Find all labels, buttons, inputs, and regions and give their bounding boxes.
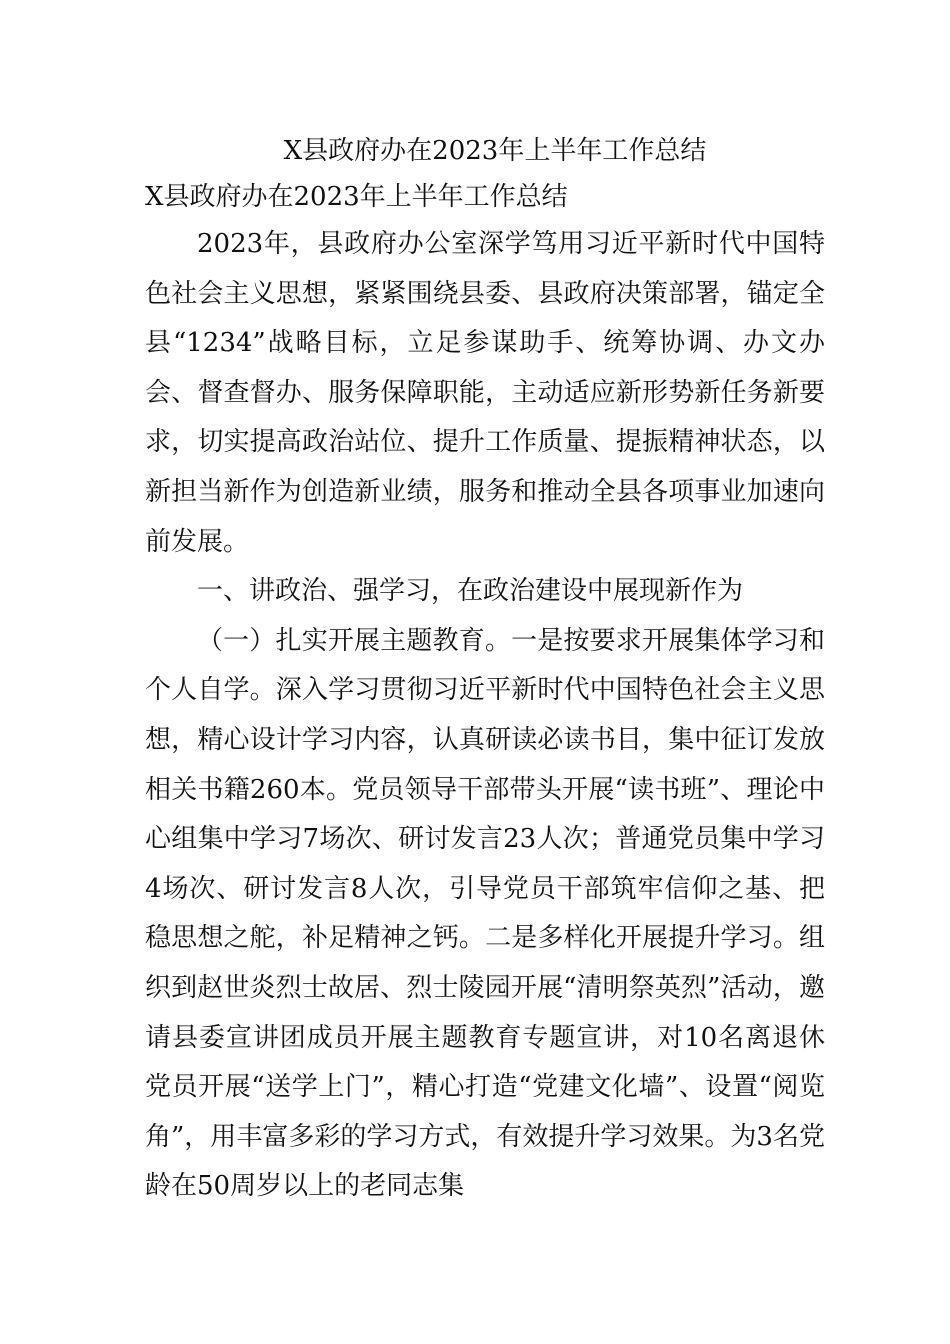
- document-subtitle: X县政府办在2023年上半年工作总结: [145, 182, 568, 212]
- section-heading-1: 一、讲政治、强学习，在政治建设中展现新作为: [197, 576, 744, 607]
- paragraph-intro: 2023年，县政府办公室深学笃用习近平新时代中国特色社会主义思想，紧紧围绕县委、县政府决策部署，锚定全县“1234”战略目标，立足参谋助手、统筹协调、办文办会、督查督办、服务保障职能，主动适应新形势新任务新要求，切实提高政治站位、提升工作质量、提振精神状态，以新担当新作为创造新业绩，服务和推动全县各项事业加速向前发展。: [145, 229, 825, 557]
- document-page: [145, 128, 825, 1212]
- paragraph-theme-education: （一）扎实开展主题教育。一是按要求开展集体学习和个人自学。深入学习贯彻习近平新时代中国特色社会主义思想，精心设计学习内容，认真研读必读书目，集中征订发放相关书籍260本。党员领导干部带头开展“读书班”、理论中心组集中学习7场次、研讨发言23人次；普通党员集中学习4场次、研讨发言8人次，引导党员干部筑牢信仰之基、把稳思想之舵，补足精神之钙。二是多样化开展提升学习。组织到赵世炎烈士故居、烈士陵园开展“清明祭英烈”活动，邀请县委宣讲团成员开展主题教育专题宣讲，对10名离退休党员开展“送学上门”，精心打造“党建文化墙”、设置“阅览角”，用丰富多彩的学习方式，有效提升学习效果。为3名党龄在50周岁以上的老同志集: [145, 625, 825, 1202]
- document-title: X县政府办在2023年上半年工作总结: [283, 136, 707, 166]
